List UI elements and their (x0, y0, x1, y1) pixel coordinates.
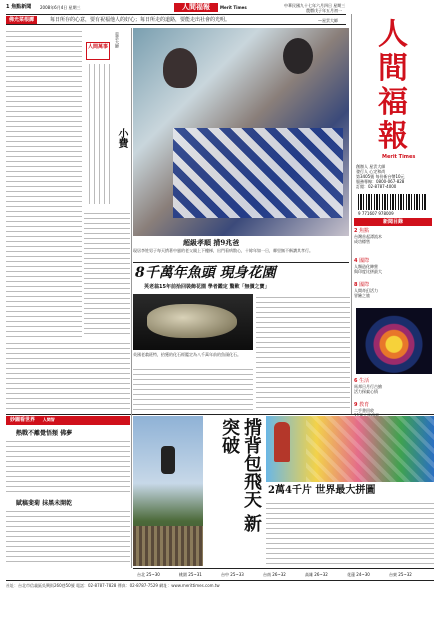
top-caption-title: 超級孝順 揹9兆爸 (183, 238, 240, 247)
toc-page: 8 (354, 282, 358, 288)
column-rule (131, 28, 132, 568)
weather-item: 高雄 26~32 (305, 572, 328, 577)
weather-item: 台南 26~32 (263, 572, 286, 577)
masthead-info (356, 164, 432, 189)
toc-page: 4 (354, 258, 358, 264)
toc-section: 生活 (359, 378, 370, 384)
fossil-caption: 英國老翁班特，拾獲的化石經鑑定為八千萬年前的魚頭化石。 (133, 352, 241, 357)
main-story-text (256, 294, 350, 412)
weather-item: 台北 25~30 (137, 572, 160, 577)
toc-item[interactable] (354, 258, 434, 274)
toc-item[interactable] (354, 228, 434, 244)
right-date: 中華民國九十七年六月四日 星期三 (284, 3, 346, 8)
date-line: 2008年6月4日 星期三 (40, 5, 81, 10)
toc-page: 6 (354, 378, 358, 384)
masthead (352, 14, 434, 226)
main-headline: 8千萬年魚頭 現身花園 (135, 265, 276, 281)
toc-item[interactable] (354, 282, 434, 298)
left-body-text (6, 28, 82, 338)
top-logo (174, 3, 218, 12)
jetpack-figure (161, 446, 175, 474)
weather-item: 台東 25~32 (389, 572, 412, 577)
column-text (86, 64, 112, 204)
fossil-shape (147, 304, 237, 338)
top-photo-family (133, 28, 349, 236)
toc-section: 國際 (359, 282, 370, 288)
main-subheadline: 英老翁15年前拾回裝飾花園 學者鑑定 驚歎「無價之寶」 (144, 284, 270, 290)
toc-line: 活力探索心情 (354, 389, 378, 394)
toc-line: 成功標售 (354, 239, 370, 244)
weather-item: 台中 25~33 (221, 572, 244, 577)
toc-art-image (356, 308, 432, 374)
toc-section: 教育 (359, 402, 370, 408)
quote-credit: —星雲大師 (318, 18, 338, 23)
barcode (358, 194, 426, 210)
info-line: 第3405號 每份新台幣10元 (356, 174, 405, 179)
info-line: 創辦人 星雲大師 (356, 164, 386, 169)
toc-page: 2 (354, 228, 358, 234)
divider (6, 414, 434, 415)
puzzle-person (274, 422, 290, 462)
footer-text: 社址：台北市信義區吳興街260巷50號 電話：02-8787-7828 傳真：02-8787-7529 網址：www.merittimes.com.tw (6, 583, 220, 588)
bottom-left-text-1 (6, 438, 130, 494)
top-bar (6, 3, 434, 12)
column-title: 小費 (116, 128, 127, 148)
puzzle-text (266, 500, 434, 566)
info-line: 服務專線：0800-067-828 (356, 179, 405, 184)
toc (354, 228, 434, 422)
quote-bar (6, 14, 346, 25)
toc-line: 台灣首起漂流木 (354, 234, 382, 239)
fossil-photo (133, 294, 253, 350)
masthead-char-2: 間 (378, 51, 408, 86)
right-lunar: 農曆戊子年五月初一 (306, 8, 342, 13)
column-author: 星雲大師 (115, 32, 120, 48)
info-line: 發行人 心定和尚 (356, 169, 386, 174)
masthead-title (360, 18, 426, 154)
toc-line: 二手書回收 (354, 408, 374, 413)
toc-line: 冒險之旅 (354, 293, 370, 298)
jetpack-photo (133, 416, 203, 566)
puzzle-headline: 2萬4千片 世界最大拼圖 (268, 485, 376, 496)
column-tag-text: 人間萬事 (87, 44, 108, 50)
masthead-char-4: 報 (378, 119, 408, 154)
page-label: 1 焦點新聞 (6, 4, 32, 10)
column-rule (351, 14, 352, 414)
bottom-left-text-2 (6, 508, 130, 564)
toc-line: 與印度比拼最大 (354, 269, 382, 274)
main-story-text-2 (133, 366, 253, 412)
barcode-number: 9 771607 978009 (358, 211, 394, 216)
jetpack-crowd (133, 526, 203, 566)
toc-section: 國際 (359, 258, 370, 264)
toc-section: 焦點 (359, 228, 370, 234)
toc-line: 人類造化陣營 (354, 264, 378, 269)
puzzle-photo (266, 416, 434, 482)
top-caption-text: 現居李姓男子每天揹著中風的老父親上下樓梯，出門看病散心，十餘年如一日，鄰里無不稱讚其孝行。 (133, 248, 313, 253)
weather-item: 桃園 25~31 (179, 572, 202, 577)
bottom-left-headline-1: 熱戰不離覺悟頻 佛夢 (16, 430, 73, 437)
weather-item: 花蓮 24~30 (347, 572, 370, 577)
divider (133, 262, 349, 263)
toc-page: 9 (354, 402, 358, 408)
masthead-char-1: 人 (378, 17, 408, 52)
column-text-lower (84, 210, 130, 338)
top-logo-en: Merit Times (220, 5, 247, 10)
left-lower-text (6, 340, 130, 412)
photo-blanket (173, 128, 343, 218)
toc-item[interactable] (354, 378, 434, 394)
puzzle-pattern (306, 416, 434, 482)
masthead-subtitle: Merit Times (382, 154, 416, 160)
column-tag (86, 42, 110, 60)
top-photo-caption (133, 238, 349, 260)
column-box (84, 28, 130, 208)
toc-line: 人間奇幻活力 (354, 288, 378, 293)
toc-line: 馬邦日月行古繪 (354, 384, 382, 389)
photo-person-left (163, 48, 197, 88)
weather-strip (133, 568, 434, 578)
bottom-left-tag (6, 416, 130, 425)
footer-divider (6, 580, 434, 581)
info-line: 訂閱：02-8787-4000 (356, 184, 397, 189)
masthead-char-3: 福 (378, 85, 408, 120)
toc-title: 新聞目錄 (354, 218, 432, 226)
bottom-left-headline-2: 賦稿斐菊 抹黑未開乾 (16, 500, 73, 507)
quote-tag: 佛光菜根譚 (6, 16, 37, 24)
quote-text: 每日所存的心意，要有祝福他人的好心；每日所走的道路，要能走出社會的光明。 (50, 17, 231, 23)
bottom-left-tag-text: 妙圓看世界 (10, 417, 36, 423)
photo-person-right (283, 38, 313, 74)
jetpack-headline: 揹背包飛天 新突破 (219, 418, 262, 533)
top-logo-text: 人間福報 (182, 3, 210, 11)
bottom-left-box (6, 416, 130, 566)
bottom-left-tag-sub: 人間智 (42, 417, 55, 422)
